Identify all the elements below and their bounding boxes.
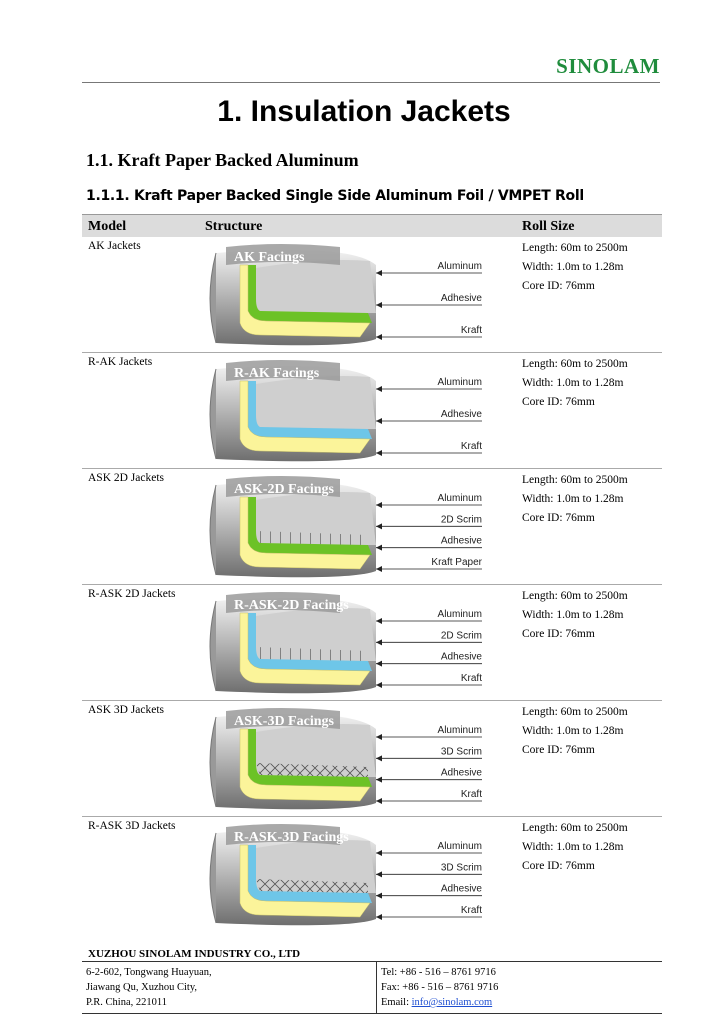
roll-core: Core ID: 76mm bbox=[522, 744, 595, 756]
table-row bbox=[82, 816, 662, 932]
email-link[interactable]: info@sinolam.com bbox=[411, 997, 493, 1008]
layer-label: Kraft bbox=[460, 441, 482, 452]
facing-label: ASK-3D Facings bbox=[234, 714, 334, 729]
arrow-head bbox=[376, 639, 382, 645]
roll-length: Length: 60m to 2500m bbox=[522, 474, 628, 486]
layer-label: Adhesive bbox=[440, 409, 482, 420]
model-name: R-ASK 3D Jackets bbox=[88, 820, 176, 832]
facing-label: AK Facings bbox=[234, 250, 305, 265]
address-line: Jiawang Qu, Xuzhou City, bbox=[86, 982, 198, 993]
layer-label: 2D Scrim bbox=[440, 514, 482, 526]
structure-diagram bbox=[200, 587, 500, 698]
roll-width: Width: 1.0m to 1.28m bbox=[522, 377, 624, 389]
roll-size bbox=[522, 819, 628, 876]
fax-number: Fax: +86 - 516 – 8761 9716 bbox=[381, 982, 499, 993]
header-structure: Structure bbox=[205, 219, 263, 234]
roll-edge bbox=[210, 833, 216, 923]
email-label: Email: bbox=[381, 997, 412, 1008]
brand-logo: SINOLAM bbox=[556, 54, 660, 78]
layer-label: 3D Scrim bbox=[440, 746, 482, 758]
layer-label: Aluminum bbox=[437, 725, 482, 736]
roll-edge bbox=[210, 369, 216, 459]
arrow-head bbox=[376, 566, 382, 572]
roll-core: Core ID: 76mm bbox=[522, 628, 595, 640]
layer-label: Kraft Paper bbox=[431, 557, 482, 568]
header-model: Model bbox=[88, 219, 127, 234]
arrow-head bbox=[376, 523, 382, 529]
arrow-head bbox=[376, 777, 382, 783]
layer-label: Aluminum bbox=[437, 841, 482, 852]
roll-width: Width: 1.0m to 1.28m bbox=[522, 841, 624, 853]
table-header bbox=[82, 214, 662, 237]
roll-core: Core ID: 76mm bbox=[522, 860, 595, 872]
layer-label: Aluminum bbox=[437, 493, 482, 504]
model-name: AK Jackets bbox=[88, 240, 141, 252]
roll-edge bbox=[210, 253, 216, 343]
header-rule bbox=[82, 82, 660, 83]
arrow-head bbox=[376, 914, 382, 920]
arrow-head bbox=[376, 661, 382, 667]
facing-label: R-AK Facings bbox=[234, 366, 320, 381]
roll-length: Length: 60m to 2500m bbox=[522, 590, 628, 602]
layer-label: Kraft bbox=[460, 905, 482, 916]
footer-address bbox=[86, 965, 212, 1010]
arrow-head bbox=[376, 545, 382, 551]
structure-diagram bbox=[200, 819, 500, 930]
layer-label: Aluminum bbox=[437, 261, 482, 272]
layer-label: 3D Scrim bbox=[440, 862, 482, 874]
tel-number: Tel: +86 - 516 – 8761 9716 bbox=[381, 967, 496, 978]
roll-size bbox=[522, 355, 628, 412]
roll-size bbox=[522, 471, 628, 528]
roll-length: Length: 60m to 2500m bbox=[522, 822, 628, 834]
facing-label: ASK-2D Facings bbox=[234, 482, 334, 497]
arrow-head bbox=[376, 418, 382, 424]
arrow-head bbox=[376, 386, 382, 392]
table-row bbox=[82, 352, 662, 468]
subsection-heading: 1.1.1. Kraft Paper Backed Single Side Aluminum Foil / VMPET Roll bbox=[86, 188, 584, 204]
roll-core: Core ID: 76mm bbox=[522, 512, 595, 524]
aluminum-layer bbox=[250, 376, 376, 429]
layer-label: Adhesive bbox=[440, 535, 482, 547]
header-roll-size: Roll Size bbox=[522, 219, 575, 234]
layer-label: 2D Scrim bbox=[440, 630, 482, 642]
roll-size bbox=[522, 703, 628, 760]
structure-diagram bbox=[200, 239, 500, 350]
structure-diagram bbox=[200, 703, 500, 814]
address-line: 6-2-602, Tongwang Huayuan, bbox=[86, 967, 212, 978]
roll-width: Width: 1.0m to 1.28m bbox=[522, 725, 624, 737]
table-row bbox=[82, 468, 662, 584]
model-name: ASK 2D Jackets bbox=[88, 472, 165, 484]
arrow-head bbox=[376, 302, 382, 308]
roll-length: Length: 60m to 2500m bbox=[522, 706, 628, 718]
roll-edge bbox=[210, 485, 216, 575]
structure-diagram bbox=[200, 355, 500, 466]
section-heading: 1.1. Kraft Paper Backed Aluminum bbox=[86, 150, 359, 170]
roll-length: Length: 60m to 2500m bbox=[522, 358, 628, 370]
model-name: R-AK Jackets bbox=[88, 356, 153, 368]
roll-edge bbox=[210, 601, 216, 691]
arrow-head bbox=[376, 850, 382, 856]
model-name: R-ASK 2D Jackets bbox=[88, 588, 176, 600]
table-body bbox=[82, 237, 662, 932]
roll-edge bbox=[210, 717, 216, 807]
table-row bbox=[82, 237, 662, 352]
arrow-head bbox=[376, 893, 382, 899]
arrow-head bbox=[376, 871, 382, 877]
layer-label: Adhesive bbox=[440, 293, 482, 304]
facing-label: R-ASK-3D Facings bbox=[234, 830, 349, 845]
arrow-head bbox=[376, 734, 382, 740]
arrow-head bbox=[376, 270, 382, 276]
roll-width: Width: 1.0m to 1.28m bbox=[522, 261, 624, 273]
layer-label: Adhesive bbox=[440, 883, 482, 895]
arrow-head bbox=[376, 502, 382, 508]
layer-label: Kraft bbox=[460, 789, 482, 800]
layer-label: Adhesive bbox=[440, 651, 482, 663]
arrow-head bbox=[376, 334, 382, 340]
roll-width: Width: 1.0m to 1.28m bbox=[522, 493, 624, 505]
table-row bbox=[82, 700, 662, 816]
roll-core: Core ID: 76mm bbox=[522, 280, 595, 292]
table-row bbox=[82, 584, 662, 700]
roll-size bbox=[522, 239, 628, 296]
address-line: P.R. China, 221011 bbox=[86, 997, 167, 1008]
facing-label: R-ASK-2D Facings bbox=[234, 598, 349, 613]
arrow-head bbox=[376, 798, 382, 804]
product-table bbox=[82, 214, 662, 932]
arrow-head bbox=[376, 682, 382, 688]
layer-label: Aluminum bbox=[437, 609, 482, 620]
roll-core: Core ID: 76mm bbox=[522, 396, 595, 408]
arrow-head bbox=[376, 755, 382, 761]
structure-diagram bbox=[200, 471, 500, 582]
roll-size bbox=[522, 587, 628, 644]
aluminum-layer bbox=[250, 260, 376, 313]
roll-width: Width: 1.0m to 1.28m bbox=[522, 609, 624, 621]
page-title: 1. Insulation Jackets bbox=[217, 95, 511, 128]
footer-company: XUZHOU SINOLAM INDUSTRY CO., LTD bbox=[88, 948, 301, 960]
roll-length: Length: 60m to 2500m bbox=[522, 242, 628, 254]
arrow-head bbox=[376, 450, 382, 456]
layer-label: Aluminum bbox=[437, 377, 482, 388]
model-name: ASK 3D Jackets bbox=[88, 704, 165, 716]
arrow-head bbox=[376, 618, 382, 624]
layer-label: Kraft bbox=[460, 325, 482, 336]
footer-contact bbox=[376, 962, 498, 1013]
footer-box bbox=[82, 961, 662, 1014]
layer-label: Kraft bbox=[460, 673, 482, 684]
layer-label: Adhesive bbox=[440, 767, 482, 779]
